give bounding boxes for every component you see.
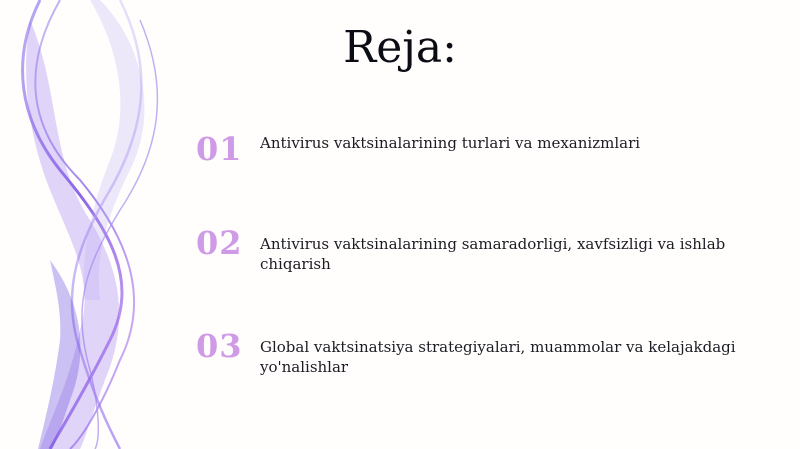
agenda-item-number: 02 xyxy=(196,224,243,262)
agenda-item-text: Global vaktsinatsiya strategiyalari, muammolar va kelajakdagi yo'nalishlar xyxy=(260,338,736,376)
agenda-item xyxy=(196,130,756,190)
agenda-item xyxy=(196,224,756,284)
agenda-item-text: Antivirus vaktsinalarining samaradorligi, xavfsizligi va ishlab chiqarish xyxy=(260,235,726,273)
agenda-item-text: Antivirus vaktsinalarining turlari va mexanizmlari xyxy=(260,134,641,152)
agenda-item-number: 03 xyxy=(196,327,243,365)
purple-smoke-decoration xyxy=(0,0,200,449)
slide-title: Reja: xyxy=(343,22,457,73)
agenda-item-number: 01 xyxy=(196,130,243,168)
agenda-item xyxy=(196,327,756,387)
